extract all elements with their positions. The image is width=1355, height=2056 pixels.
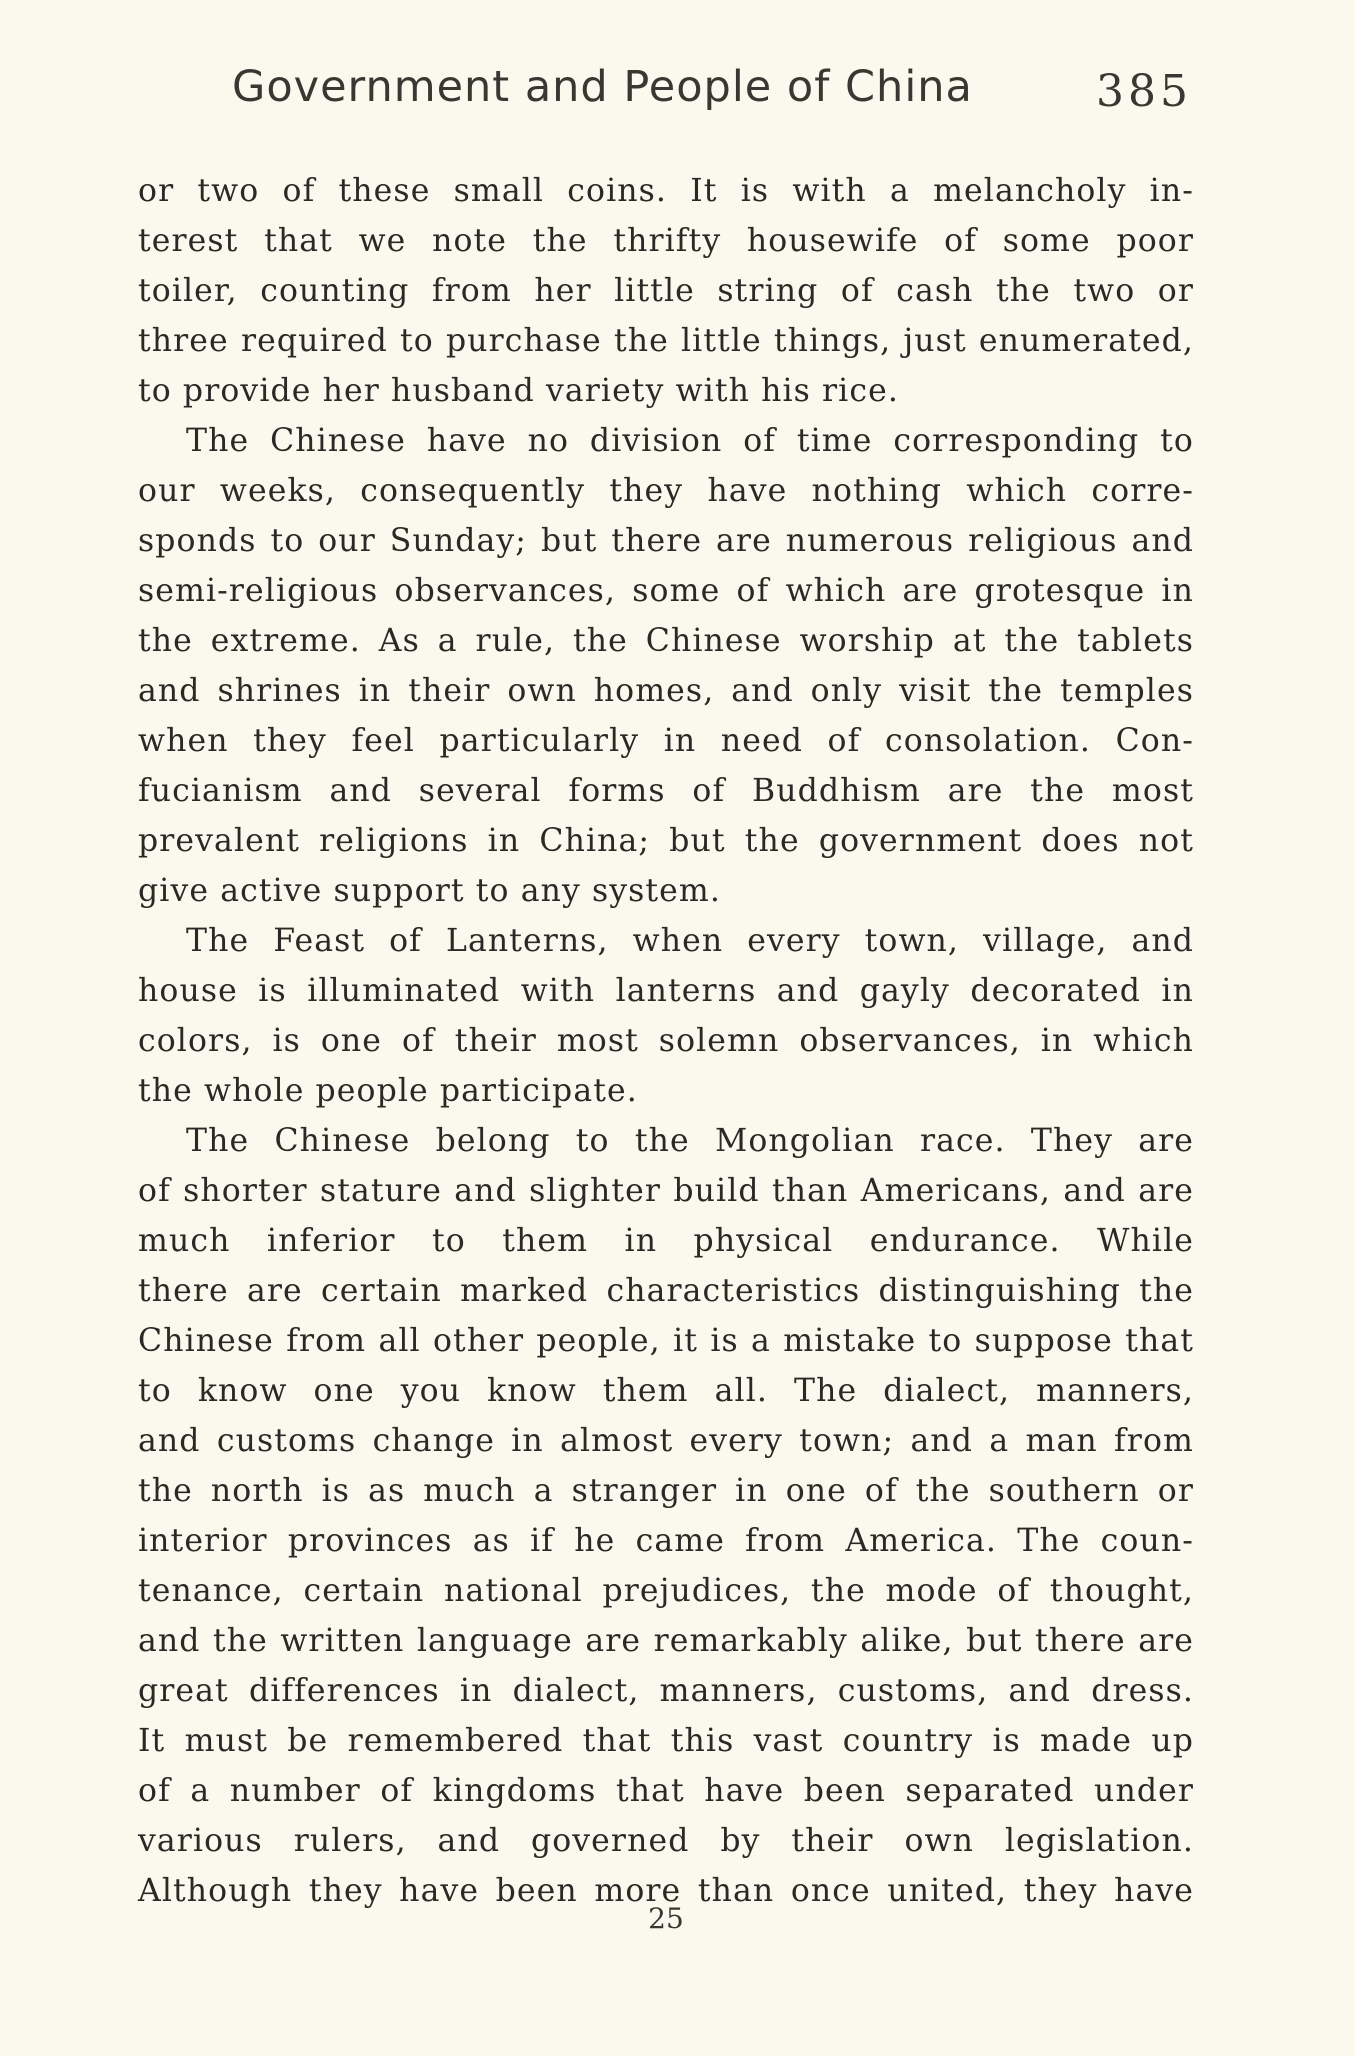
text-line: three required to purchase the little things, just enumerated, [138, 323, 1194, 359]
text-line: semi-religious observances, some of which are grotesque in [138, 573, 1194, 609]
text-line: the extreme. As a rule, the Chinese worship at the tablets [138, 623, 1194, 659]
paragraph-first-line: The Chinese have no division of time corresponding to [186, 423, 1194, 459]
text-line: toiler, counting from her little string of cash the two or [138, 273, 1194, 309]
text-line: of shorter stature and slighter build than Americans, and are [138, 1173, 1194, 1209]
text-line: fucianism and several forms of Buddhism are the most [138, 773, 1194, 809]
paragraph-first-line: The Feast of Lanterns, when every town, village, and [186, 923, 1194, 959]
text-line: interior provinces as if he came from America. The coun- [138, 1523, 1194, 1559]
text-line: the north is as much a stranger in one of the southern or [138, 1473, 1194, 1509]
text-line: or two of these small coins. It is with a melancholy in- [138, 173, 1194, 209]
text-line: much inferior to them in physical endurance. While [138, 1223, 1194, 1259]
text-line: our weeks, consequently they have nothing which corre- [138, 473, 1194, 509]
text-line: It must be remembered that this vast country is made up [138, 1723, 1194, 1759]
running-head [232, 62, 1192, 132]
text-line: sponds to our Sunday; but there are numerous religious and [138, 523, 1194, 559]
text-line: the whole people participate. [138, 1073, 638, 1109]
text-line: to provide her husband variety with his rice. [138, 373, 899, 409]
text-line: various rulers, and governed by their own legislation. [138, 1823, 1194, 1859]
text-line: tenance, certain national prejudices, the mode of thought, [138, 1573, 1194, 1609]
text-line: when they feel particularly in need of consolation. Con- [138, 723, 1194, 759]
text-line: Although they have been more than once united, they have [138, 1873, 1194, 1909]
text-line: of a number of kingdoms that have been separated under [138, 1773, 1194, 1809]
text-line: terest that we note the thrifty housewife of some poor [138, 223, 1194, 259]
text-line: Chinese from all other people, it is a mistake to suppose that [138, 1323, 1194, 1359]
text-line: there are certain marked characteristics distinguishing the [138, 1273, 1194, 1309]
text-line: and shrines in their own homes, and only visit the temples [138, 673, 1194, 709]
text-line: to know one you know them all. The dialect, manners, [138, 1373, 1194, 1409]
page-number: 385 [1096, 66, 1192, 117]
text-line: great differences in dialect, manners, customs, and dress. [138, 1673, 1194, 1709]
text-line: house is illuminated with lanterns and gayly decorated in [138, 973, 1194, 1009]
body-text [138, 166, 1194, 1916]
paragraph-first-line: The Chinese belong to the Mongolian race. They are [186, 1123, 1194, 1159]
text-line: prevalent religions in China; but the government does not [138, 823, 1194, 859]
running-head-title: Government and People of China [232, 62, 973, 112]
signature-mark: 25 [648, 1902, 684, 1935]
text-line: and the written language are remarkably alike, but there are [138, 1623, 1194, 1659]
text-line: colors, is one of their most solemn observances, in which [138, 1023, 1194, 1059]
text-line: and customs change in almost every town; and a man from [138, 1423, 1194, 1459]
text-line: give active support to any system. [138, 873, 721, 909]
